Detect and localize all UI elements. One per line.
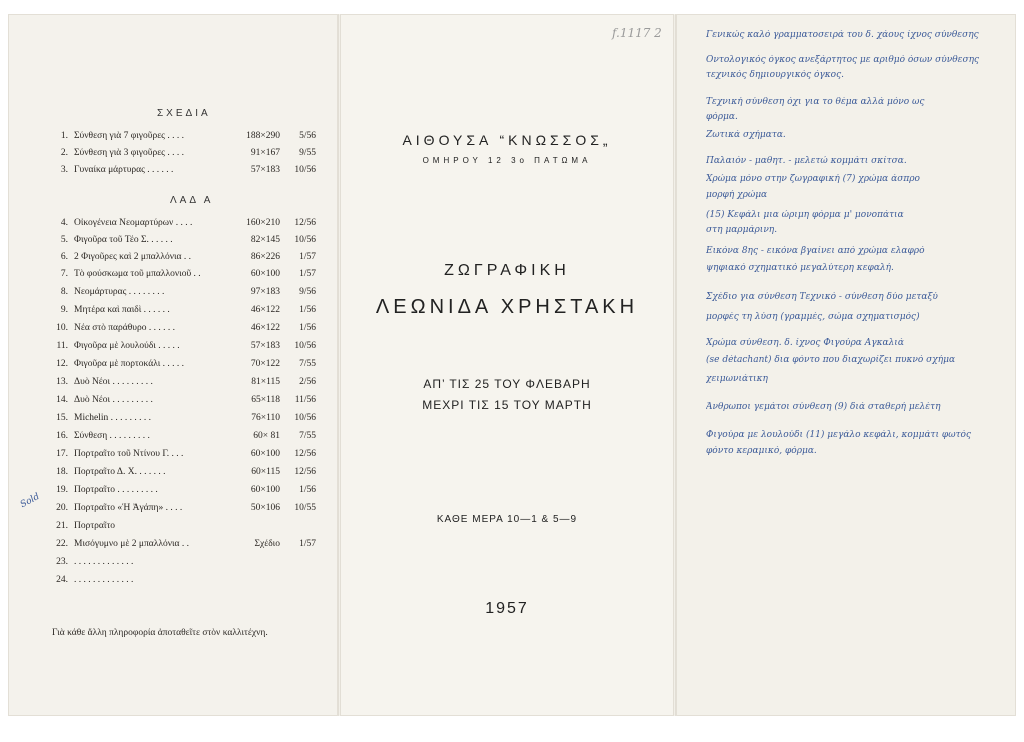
list-item: 14. Δυὸ Νέοι . . . . . . . . . 65×118 11/56 xyxy=(56,395,316,405)
note-line: Χρώμα σύνθεση. δ. ίχνος Φιγούρα Αγκαλιά xyxy=(706,338,904,348)
note-line: Χρώμα μόνο στην ζωγραφική (7) χρώμα άσπρο xyxy=(706,174,920,184)
list-item: 24. . . . . . . . . . . . . . xyxy=(56,575,134,585)
list-item: 15. Michelin . . . . . . . . . 76×110 10/56 xyxy=(56,413,316,423)
note-line: Άνθρωποι γεμάτοι σύνθεση (9) διά σταθερή μελέτη xyxy=(706,402,941,412)
list-item: 8. Νεομάρτυρας . . . . . . . . 97×183 9/56 xyxy=(60,287,316,297)
note-line: (se détachant) δια φόντο που διαχωρίζει πυκνό σχήμα xyxy=(706,355,956,365)
note-line: Εικόνα 8ης - εικόνα βγαίνει από χρώμα ελαφρό xyxy=(706,246,925,256)
list-item: 2. Σύνθεση γιὰ 3 φιγοῦρες . . . . 91×167 9/55 xyxy=(60,148,316,158)
list-item: 16. Σύνθεση . . . . . . . . . 60× 81 7/55 xyxy=(56,431,316,441)
note-line: (15) Κεφάλι μια ώριμη φόρμα μ' μονοπάτια xyxy=(706,210,904,220)
note-line: μορφή χρώμα xyxy=(706,190,768,200)
list-item: 23. . . . . . . . . . . . . . xyxy=(56,557,134,567)
note-line: στη μαρμάρινη. xyxy=(706,225,778,235)
list-item: 7. Τὸ φούσκωμα τοῦ μπαλλονιοῦ . . 60×100 1/57 xyxy=(60,269,316,279)
archive-mark: f.1117 2 xyxy=(612,26,662,40)
note-line: Φιγούρα με λουλούδι (11) μεγάλο κεφάλι, κομμάτι φωτός xyxy=(706,430,972,440)
venue-address: ΟΜΗΡΟΥ 12 3ο ΠΑΤΩΜΑ xyxy=(422,156,592,165)
list-item: 10. Νέα στὸ παράθυρο . . . . . . 46×122 1/56 xyxy=(56,323,316,333)
list-item: 3. Γυναίκα μάρτυρας . . . . . . 57×183 10/56 xyxy=(60,165,316,175)
handwritten-margin-note: Sold xyxy=(18,491,42,511)
list-item: 5. Φιγοῦρα τοῦ Τέο Σ. . . . . . 82×145 10/56 xyxy=(60,235,316,245)
list-item: 19. Πορτραῖτο . . . . . . . . . 60×100 1/56 xyxy=(56,485,316,495)
note-line: Γενικώς καλό γραμματοσειρά του δ. χάους ίχνος σύνθεσης xyxy=(706,30,979,40)
note-line: Τεχνική σύνθεση όχι για το θέμα αλλά μόνο ως xyxy=(706,97,925,107)
list-item: 22. Μισόγυμνο μὲ 2 μπαλλόνια . . Σχέδιο 1/57 xyxy=(56,539,316,549)
note-line: Ζωτικά σχήματα. xyxy=(706,130,786,140)
note-line: Οντολογικός όγκος ανεξάρτητος με αριθμό όσων σύνθεσης xyxy=(706,55,980,65)
list-item: 13. Δυὸ Νέοι . . . . . . . . . 81×115 2/56 xyxy=(56,377,316,387)
exhibition-title: ΖΩΓΡΑΦΙΚΗ xyxy=(444,262,570,279)
list-item: 21. Πορτραῖτο xyxy=(56,521,116,531)
list-item: 4. Οἰκογένεια Νεομαρτύρων . . . . 160×210 12/56 xyxy=(60,218,316,228)
list-item: 1. Σύνθεση γιὰ 7 φιγοῦρες . . . . 188×290 5/56 xyxy=(60,131,316,141)
note-line: φόντο κεραμικό, φόρμα. xyxy=(706,446,817,456)
venue-name: ΑΙΘΟΥΣΑ “ΚΝΩΣΣΟΣ„ xyxy=(402,132,612,148)
artist-name: ΛΕΩΝΙΔΑ ΧΡΗΣΤΑΚΗ xyxy=(375,296,639,318)
list-item: 18. Πορτραῖτο Δ. Χ. . . . . . . 60×115 12/56 xyxy=(56,467,316,477)
catalogue-footer: Γιὰ κάθε ἄλλη πληροφορία ἀποταθεῖτε στὸν καλλιτέχνη. xyxy=(52,628,268,638)
note-line: χειμωνιάτικη xyxy=(706,374,768,384)
list-item: 6. 2 Φιγοῦρες καὶ 2 μπαλλόνια . . 86×226 1/57 xyxy=(60,252,316,262)
note-line: Παλαιόν - μαθητ. - μελετώ κομμάτι σκίτσα. xyxy=(706,156,907,166)
note-line: ψηφιακό σχηματικό μεγαλύτερη κεφαλή. xyxy=(706,263,894,273)
list-item: 20. Πορτραῖτο «Ἡ Ἀγάπη» . . . . 50×106 10/55 xyxy=(56,503,316,513)
note-line: μορφές τη λύση (γραμμές, σώμα σχηματισμός) xyxy=(706,312,920,322)
list-item: 11. Φιγοῦρα μὲ λουλούδι . . . . . 57×183 10/56 xyxy=(56,341,316,351)
list-item: 17. Πορτραῖτο τοῦ Ντίνου Γ. . . . 60×100 12/56 xyxy=(56,449,316,459)
note-line: τεχνικός δημιουργικός όγκος. xyxy=(706,70,845,80)
exhibition-start-date: ΑΠ’ ΤΙΣ 25 ΤΟΥ ΦΛΕΒΑΡΗ xyxy=(423,377,591,391)
exhibition-end-date: ΜΕΧΡΙ ΤΙΣ 15 ΤΟΥ ΜΑΡΤΗ xyxy=(422,398,592,412)
exhibition-year: 1957 xyxy=(485,600,529,617)
note-line: Σχέδιο για σύνθεση Τεχνικό - σύνθεση δύο μεταξύ xyxy=(706,292,938,302)
note-line: φόρμα. xyxy=(706,112,738,122)
list-item: 12. Φιγοῦρα μὲ πορτοκάλι . . . . . 70×122 7/55 xyxy=(56,359,316,369)
list-item: 9. Μητέρα καὶ παιδὶ . . . . . . 46×122 1/56 xyxy=(60,305,316,315)
section-drawings-heading: ΣΧΕΔΙΑ xyxy=(157,108,211,119)
section-oils-heading: ΛΑΔ Α xyxy=(170,195,214,206)
opening-hours: ΚΑΘΕ ΜΕΡΑ 10—1 & 5—9 xyxy=(436,514,578,525)
